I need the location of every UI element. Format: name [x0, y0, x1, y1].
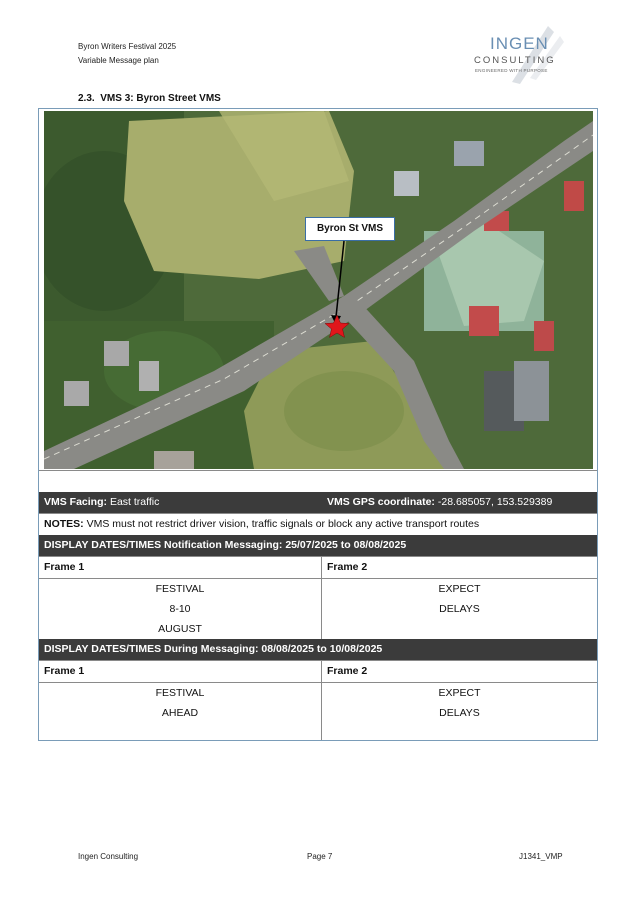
block1-frame2-message: [322, 579, 597, 639]
vms-callout-label: Byron St VMS: [305, 217, 395, 241]
block2-frame-labels-row: [39, 660, 597, 682]
block1-frame1-line3: AUGUST: [158, 623, 202, 635]
notification-dates-text: DISPLAY DATES/TIMES Notification Messaging: 25/07/2025 to 08/08/2025: [44, 539, 407, 551]
section-heading: [78, 93, 221, 104]
block2-labels-top-rule: [39, 660, 597, 661]
notes-cell: [39, 513, 597, 535]
block1-frame2-line1: EXPECT: [438, 583, 481, 595]
facing-cell: [39, 492, 321, 513]
block2-frame2-line1: EXPECT: [438, 687, 481, 699]
header-project-title: Byron Writers Festival 2025: [78, 42, 177, 51]
facing-gps-row: [39, 492, 597, 513]
footer-document-code: J1341_VMP: [519, 852, 563, 861]
notes-value: VMS must not restrict driver vision, traffic signals or block any active transport routes: [86, 518, 480, 530]
block2-frame1-line1: FESTIVAL: [155, 687, 205, 699]
block2-column-divider: [321, 660, 322, 740]
block2-frame2-line2: DELAYS: [439, 707, 480, 719]
block1-frame2-label: Frame 2: [327, 561, 368, 573]
during-dates-heading: [39, 639, 597, 660]
aerial-map: [44, 111, 593, 469]
block2-messages-row: [39, 682, 597, 740]
block2-frame1-label: Frame 1: [44, 665, 85, 677]
block1-frame-labels-row: [39, 556, 597, 578]
gps-label: VMS GPS coordinate:: [327, 496, 435, 508]
during-dates-text: DISPLAY DATES/TIMES During Messaging: 08/08/2025 to 10/08/2025: [44, 643, 383, 655]
block1-labels-top-rule: [39, 556, 597, 557]
red-star-icon: [325, 315, 349, 338]
block1-frame2-line2: DELAYS: [439, 603, 480, 615]
block2-frame1-line2: AHEAD: [161, 707, 199, 719]
block2-frame2-message: [322, 683, 597, 740]
block1-frame1-line2: 8-10: [169, 603, 191, 615]
notification-dates-heading: [39, 535, 597, 556]
ingen-logo: [470, 22, 570, 88]
gps-cell: [322, 492, 597, 513]
notes-row: [39, 513, 597, 535]
logo-tagline-text: ENGINEERED WITH PURPOSE: [475, 68, 548, 73]
section-title: VMS 3: Byron Street VMS: [100, 93, 221, 104]
block2-frame2-label: Frame 2: [327, 665, 368, 677]
block1-frame1-label: Frame 1: [44, 561, 85, 573]
notes-top-rule: [39, 513, 597, 514]
gps-value: -28.685057, 153.529389: [437, 496, 553, 508]
footer-page-number: Page 7: [307, 852, 333, 861]
vms-plan-frame: [38, 108, 598, 741]
block1-frame1-line1: FESTIVAL: [155, 583, 205, 595]
section-number: 2.3.: [78, 93, 95, 104]
facing-label: VMS Facing:: [44, 496, 108, 508]
footer-company: Ingen Consulting: [78, 852, 139, 861]
block1-frame1-message: [39, 579, 321, 639]
block2-frame1-message: [39, 683, 321, 740]
facing-value: East traffic: [109, 496, 160, 508]
block1-messages-row: [39, 578, 597, 639]
header-document-title: Variable Message plan: [78, 56, 159, 65]
notes-label: NOTES:: [44, 518, 84, 530]
block1-column-divider: [321, 556, 322, 639]
logo-consulting-text: CONSULTING: [474, 55, 556, 66]
map-bottom-rule: [39, 470, 597, 471]
logo-ingen-text: INGEN: [490, 34, 549, 53]
